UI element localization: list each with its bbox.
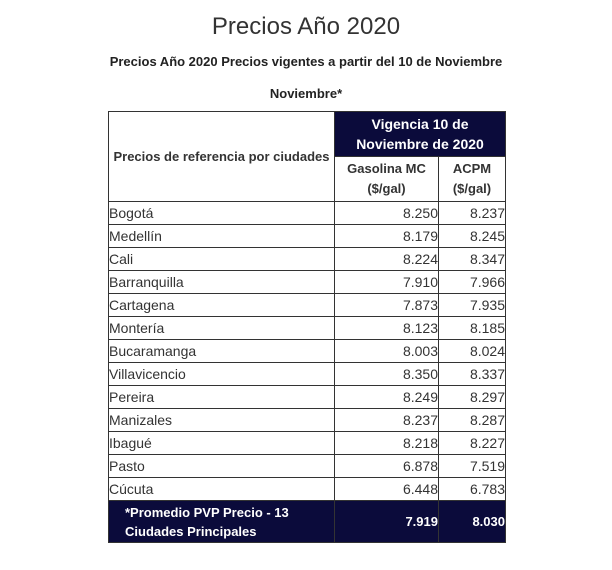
city-cell: Cúcuta xyxy=(109,478,335,501)
reference-prices-header: Precios de referencia por ciudades xyxy=(109,112,335,202)
average-row xyxy=(109,501,506,543)
table-row xyxy=(109,363,506,386)
average-label xyxy=(109,501,335,543)
table-row xyxy=(109,386,506,409)
gasolina-column-header: Gasolina MC ($/gal) xyxy=(335,157,439,202)
subtitle: Precios Año 2020 Precios vigentes a partir del 10 de Noviembre xyxy=(109,54,503,69)
gasolina-price-cell: 6.448 xyxy=(335,478,439,501)
table-row xyxy=(109,294,506,317)
table-row xyxy=(109,202,506,225)
table-row xyxy=(109,432,506,455)
gasolina-price-cell: 8.224 xyxy=(335,248,439,271)
price-table xyxy=(108,111,506,543)
table-row xyxy=(109,225,506,248)
acpm-price-cell: 8.227 xyxy=(439,432,506,455)
city-cell: Ibagué xyxy=(109,432,335,455)
city-cell: Manizales xyxy=(109,409,335,432)
header-row xyxy=(109,112,506,157)
gasolina-price-cell: 8.218 xyxy=(335,432,439,455)
acpm-price-cell: 8.237 xyxy=(439,202,506,225)
gasolina-price-cell: 8.237 xyxy=(335,409,439,432)
table-row xyxy=(109,271,506,294)
acpm-price-cell: 7.935 xyxy=(439,294,506,317)
acpm-price-cell: 8.337 xyxy=(439,363,506,386)
page-title: Precios Año 2020 xyxy=(211,13,401,40)
city-cell: Medellín xyxy=(109,225,335,248)
acpm-price-cell: 8.287 xyxy=(439,409,506,432)
table-row xyxy=(109,478,506,501)
gasolina-price-cell: 6.878 xyxy=(335,455,439,478)
city-cell: Cartagena xyxy=(109,294,335,317)
city-cell: Cali xyxy=(109,248,335,271)
gasolina-price-cell: 8.250 xyxy=(335,202,439,225)
gasolina-price-cell: 8.350 xyxy=(335,363,439,386)
average-acpm: 8.030 xyxy=(439,501,506,543)
city-cell: Barranquilla xyxy=(109,271,335,294)
acpm-price-cell: 7.966 xyxy=(439,271,506,294)
average-label-line: *Promedio PVP Precio - 13 Ciudades Principales xyxy=(125,504,289,539)
average-gasolina: 7.919 xyxy=(335,501,439,543)
subtitle-continuation: Noviembre* xyxy=(269,86,343,101)
table-row xyxy=(109,317,506,340)
table-row xyxy=(109,248,506,271)
acpm-price-cell: 8.024 xyxy=(439,340,506,363)
gasolina-price-cell: 8.003 xyxy=(335,340,439,363)
city-cell: Pasto xyxy=(109,455,335,478)
city-cell: Bogotá xyxy=(109,202,335,225)
city-cell: Pereira xyxy=(109,386,335,409)
table-body xyxy=(109,202,506,501)
gasolina-price-cell: 7.873 xyxy=(335,294,439,317)
gasolina-price-cell: 7.910 xyxy=(335,271,439,294)
table-row xyxy=(109,340,506,363)
city-cell: Montería xyxy=(109,317,335,340)
gasolina-price-cell: 8.249 xyxy=(335,386,439,409)
acpm-price-cell: 8.245 xyxy=(439,225,506,248)
gasolina-price-cell: 8.123 xyxy=(335,317,439,340)
table-row xyxy=(109,409,506,432)
city-cell: Villavicencio xyxy=(109,363,335,386)
vigencia-header: Vigencia 10 de Noviembre de 2020 xyxy=(335,112,506,157)
acpm-column-header: ACPM ($/gal) xyxy=(439,157,506,202)
acpm-price-cell: 8.297 xyxy=(439,386,506,409)
city-cell: Bucaramanga xyxy=(109,340,335,363)
acpm-price-cell: 7.519 xyxy=(439,455,506,478)
acpm-price-cell: 6.783 xyxy=(439,478,506,501)
acpm-price-cell: 8.347 xyxy=(439,248,506,271)
acpm-price-cell: 8.185 xyxy=(439,317,506,340)
table-row xyxy=(109,455,506,478)
gasolina-price-cell: 8.179 xyxy=(335,225,439,248)
